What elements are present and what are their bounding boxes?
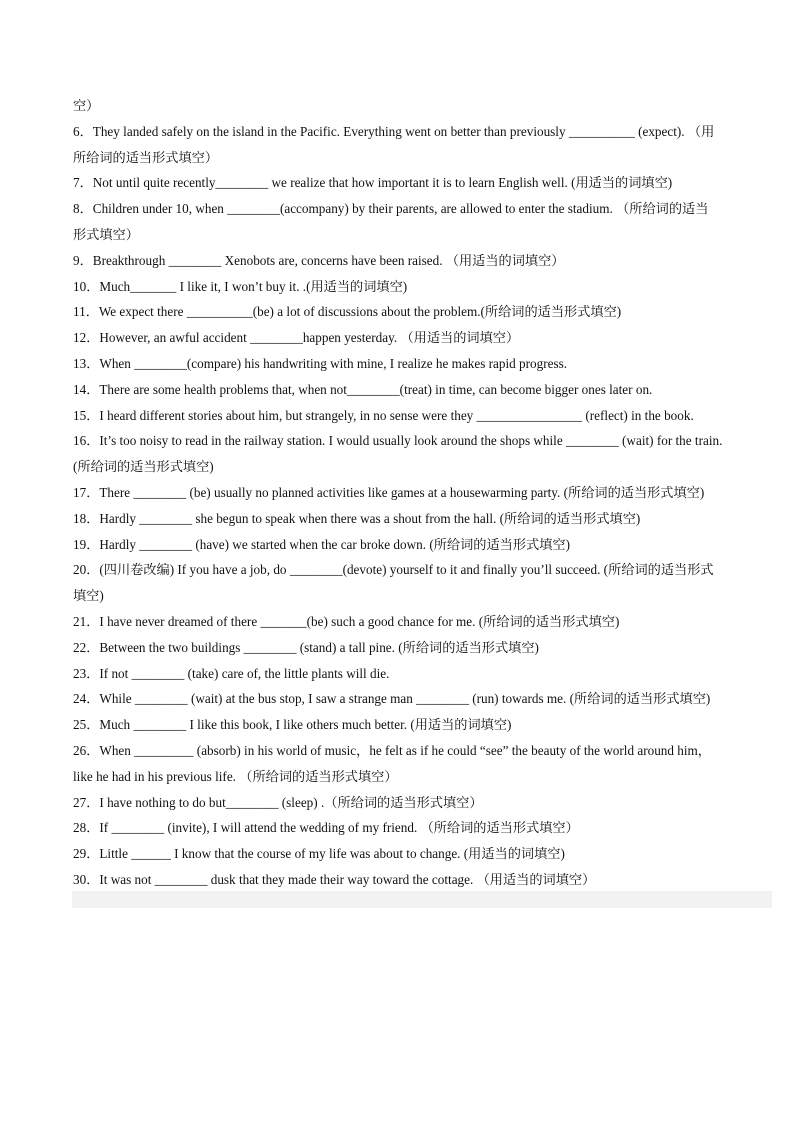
text-line: 15．I heard different stories about him, but strangely, in no sense were they ________________ (reflect) in the book. [73, 407, 694, 423]
text-line: 23．If not ________ (take) care of, the little plants will die. [73, 665, 390, 681]
exercise-page [73, 93, 773, 893]
text-line: 11．We expect there __________(be) a lot of discussions about the problem.(所给词的适当形式填空) [73, 304, 622, 320]
text-line: 8．Children under 10, when ________(accompany) by their parents, are allowed to enter the stadium. （所给词的适当 [73, 201, 709, 217]
text-line: 19．Hardly ________ (have) we started when the car broke down. (所给词的适当形式填空) [73, 536, 570, 552]
text-line: 21．I have never dreamed of there _______(be) such a good chance for me. (所给词的适当形式填空) [73, 613, 620, 629]
text-line: 16．It’s too noisy to read in the railway station. I would usually look around the shops while ________ (wait) for the train. [73, 433, 723, 449]
text-line: 13．When ________(compare) his handwriting with mine, I realize he makes rapid progress. [73, 355, 568, 371]
text-line: 14．There are some health problems that, when not________(treat) in time, can become bigger ones later on. [73, 381, 653, 397]
footer-divider-bar [72, 891, 772, 908]
text-line: 7．Not until quite recently________ we realize that how important it is to learn English well. (用适当的词填空) [73, 175, 673, 191]
text-line: 29．Little ______ I know that the course of my life was about to change. (用适当的词填空) [73, 846, 565, 862]
text-line: 所给词的适当形式填空） [73, 149, 219, 165]
text-line: 27．I have nothing to do but________ (sleep) .（所给词的适当形式填空） [73, 794, 483, 810]
text-line: like he had in his previous life. （所给词的适当形式填空） [73, 768, 398, 784]
text-line: (所给词的适当形式填空) [73, 459, 214, 475]
text-line: 17．There ________ (be) usually no planned activities like games at a housewarming party. (所给词的适当形式填空) [73, 484, 705, 500]
text-line: 22．Between the two buildings ________ (stand) a tall pine. (所给词的适当形式填空) [73, 639, 539, 655]
text-line: 空） [73, 98, 100, 113]
text-line: 填空) [73, 588, 104, 604]
text-line: 12．However, an awful accident ________happen yesterday. （用适当的词填空） [73, 330, 520, 346]
text-line: 30．It was not ________ dusk that they made their way toward the cottage. （用适当的词填空） [73, 871, 596, 887]
text-line: 26．When _________ (absorb) in his world of music，he felt as if he could “see” the beauty of the world around him， [73, 742, 711, 758]
text-line: 形式填空） [73, 226, 139, 242]
text-line: 6．They landed safely on the island in the Pacific. Everything went on better than previously __________ (expect). （用 [73, 123, 715, 139]
text-line: 25．Much ________ I like this book, I like others much better. (用适当的词填空) [73, 717, 512, 733]
text-line: 20．(四川卷改编) If you have a job, do ________(devote) yourself to it and finally you’ll succeed. (所给词的适当形式 [73, 562, 714, 578]
text-line: 10．Much_______ I like it, I won’t buy it. .(用适当的词填空) [73, 278, 408, 294]
text-line: 18．Hardly ________ she begun to speak when there was a shout from the hall. (所给词的适当形式填空) [73, 510, 641, 526]
text-line: 24．While ________ (wait) at the bus stop, I saw a strange man ________ (run) towards me. (所给词的适当形式填空) [73, 691, 711, 707]
text-line: 9．Breakthrough ________ Xenobots are, concerns have been raised. （用适当的词填空） [73, 252, 565, 268]
text-line: 28．If ________ (invite), I will attend the wedding of my friend. （所给词的适当形式填空） [73, 820, 579, 836]
